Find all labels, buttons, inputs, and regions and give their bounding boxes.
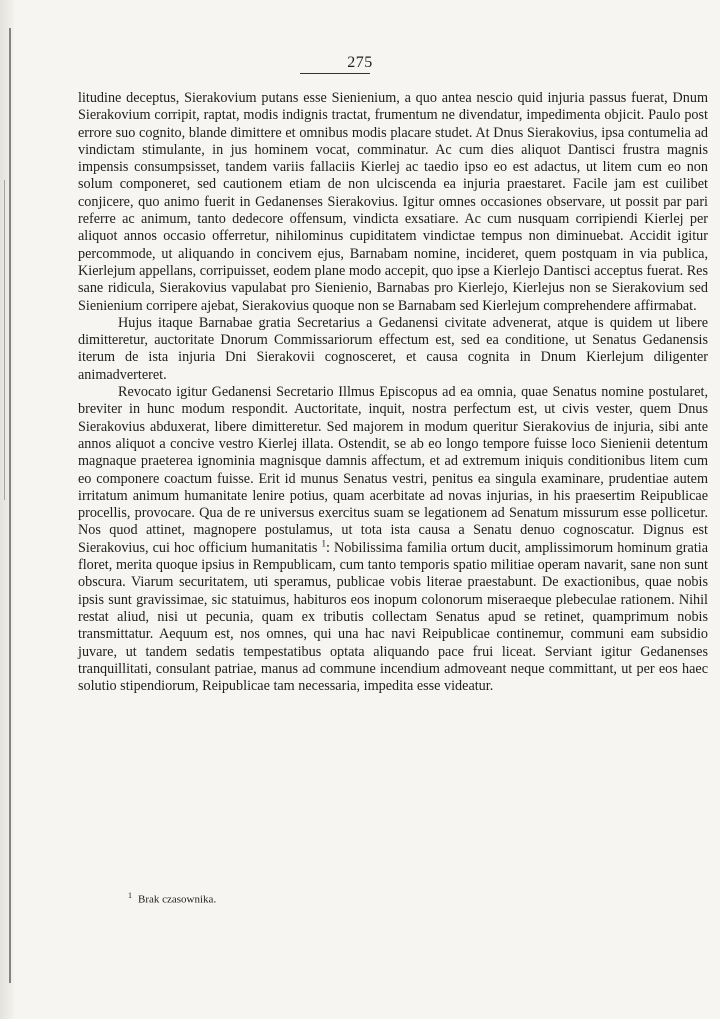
paragraph-3-part-2: : Nobilissima familia ortum ducit, amplissimorum hominum gratia floret, merita quoque ipsius in Rempublicam, cum tanto temporis spatio militiae operam navarit, sane non sunt obscura. Viarum securitatem, uti speramus, publicae vobis literae praestabunt. De exactionibus, quae nobis ipsis sunt gravissimae, sic statuimus, habituros eos inopum colonorum miseraeque plebeculae rationem. Nihil restat aliud, nisi ut pecunia, quam ex tributis collectam Senatus apud se retinet, quamprimum nobis transmittatur. Aequum est, nos omnes, qui una hac navi Reipublicae continemur, communi eam subsidio juvare, ut tandem sedatis tempestatibus optata aliquando pace frui liceat. Serviant igitur Gedanenses tranquillitati, consulant patriae, manus ad commune incendium admoveant neque committant, ut per eos haec solutio stipendiorum, Reipublicae tam necessaria, impedita esse videatur. — [78, 539, 709, 695]
paragraph-2: Hujus itaque Barnabae gratia Secretarius a Gedanensi civitate advenerat, atque is quidem ut libere dimitteretur, auctoritate Dnorum Commissariorum effectum est, sed ea conditione, ut Senatus Gedanensis iterum de ista injuria Dni Sierakovii cognosceret, et causa cognita in Dnum Kierlejum diligenter animadverteret. — [78, 314, 708, 383]
footnote-text: Brak czasownika. — [138, 893, 217, 906]
scan-edge — [0, 0, 14, 1019]
main-text — [78, 90, 708, 695]
page-number: 275 — [347, 54, 373, 71]
footnote — [128, 889, 216, 907]
binding-shadow-line-secondary — [4, 180, 5, 500]
paragraph-1: litudine deceptus, Sierakovium putans esse Sienienium, a quo antea nescio quid injuria passus fuerat, Dnum Sierakovium corripit, raptat, modis indignis tractat, frumentum ne divendatur, impedimenta objicit. Paulo post errore suo cognito, blande dimittere et omnibus modis placare studet. At Dnus Sierakovius, ipsa contumelia ad vindictam stimulante, in jus hominem vocat, comminatur. Ac cum dies aliquot Dantisci frustra magnis impensis consumpsisset, tandem variis fallaciis Kierlej ac taedio ipso eo est adactus, ut litem cum eo non solum componeret, sed cautionem etiam de non ulciscenda ea injuria praestaret. Facile jam est cuilibet conjicere, quo animo fuerit in Gedanenses Sierakovius. Igitur omnes occasiones observare, ut possit par pari referre ac animum, tanto dedecore offensum, vindicta exsatiare. Ac cum nusquam corripiendi Kierlej per aliquot annos occasio offerretur, nihilominus cupiditatem vindictae tempus non diminuebat. Accidit igitur percommode, ut aliquando in concivem ejus, Barnabam nomine, incideret, quem postquam in via publica, Kierlejum appellans, corripuisset, eodem plane modo accepit, quo ipse a Kierlejo Dantisci acceptus fuerat. Res sane ridicula, Sierakovius vapulabat pro Sienienio, Barnabas pro Kierlejo, Kierlejus non se Sierakovium sed Sienienium corripere ajebat, Sierakovius quoque non se Barnabam sed Kierlejum comprehendere affirmabat. — [78, 90, 708, 314]
binding-shadow-line — [9, 28, 11, 983]
footnote-mark: 1 — [128, 891, 132, 900]
footnote-reference: 1 — [321, 537, 327, 548]
page-number-rule — [300, 73, 370, 74]
paragraph-3 — [78, 384, 708, 695]
paragraph-3-part-1: Revocato igitur Gedanensi Secretario Illmus Episcopus ad ea omnia, quae Senatus nomine postularet, breviter in hunc modum respondit. Auctoritate, inquit, nostra perfectum est, ut civis vester, quem Dnus Sierakovius abduxerat, libere dimitteretur. Sed majorem in modum queritur Sierakovius de injuria, sibi ante annos aliquot a concive vestro Kierlej illata. Ostendit, se ab eo longo tempore fuisse loco Sienienii detentum magnaque praeterea ignominia magnisque damnis affectum, et ad extremum iniquis conditionibus litem cum eo componere coactum fuisse. Erit id munus Senatus vestri, penitus ea singula examinare, prudentiae autem irritatum animum humanitate lenire potius, quam acerbitate ad novas injurias, in his praesertim Reipublicae procellis, provocare. Qua de re universus exercitus suam se legationem ad Senatum missurum esse pollicetur. Nos quod attinet, magnopere postulamus, ut tota ista causa a Senatu denuo cognoscatur. Dignus est Sierakovius, cui hoc officium humanitatis — [78, 384, 708, 556]
